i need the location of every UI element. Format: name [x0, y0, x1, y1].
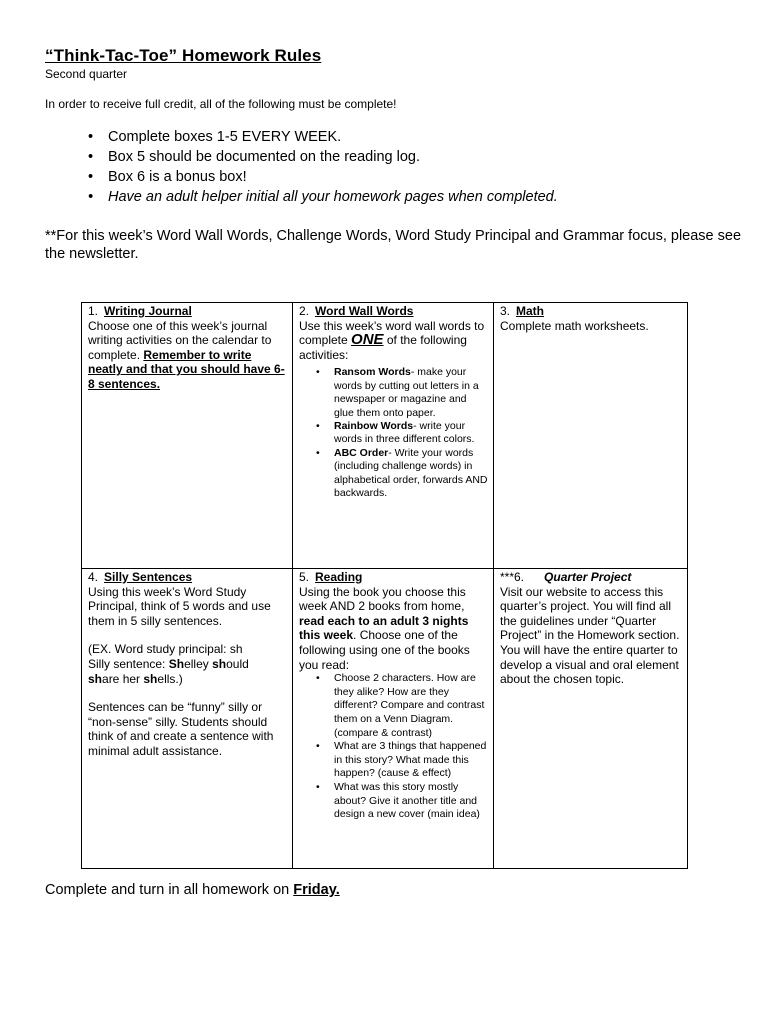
subtitle: Second quarter: [45, 67, 128, 81]
box-label: Reading: [315, 570, 363, 584]
question-list: [299, 672, 488, 822]
box-label: Word Wall Words: [315, 304, 414, 318]
activity-list: [299, 366, 488, 500]
activity-item: [299, 447, 488, 501]
question-item: • What are 3 things that happened in this story? What made this happen? (cause & effect): [299, 740, 488, 781]
activity-desc: - write your words in three different colors.: [334, 420, 475, 446]
example-sentence: Silly sentence: Shelley should share her shells.): [88, 656, 249, 686]
activity-name: Rainbow Words: [334, 420, 414, 432]
box-2-word-wall-words: [293, 303, 494, 569]
box-4-silly-sentences: [82, 569, 293, 869]
activity-name: ABC Order: [334, 446, 389, 459]
box-number: 4.: [88, 570, 99, 584]
box-number: 1.: [88, 304, 99, 318]
activity-item: [299, 420, 488, 447]
box-6-quarter-project: [494, 569, 688, 869]
example-line: (EX. Word study principal: sh: [88, 642, 243, 657]
question-item: • What was this story mostly about? Give it another title and design a new cover (main idea): [299, 781, 488, 822]
box-text: Using the book you choose this week AND 2 books from home,: [299, 584, 466, 614]
page-title: “Think-Tac-Toe” Homework Rules: [45, 46, 322, 65]
box-text: Visit our website to access this quarter’s project. You will find all the guidelines under “Quarter Project” in the Homework section. You will have the entire quarter to develop a visual and oral element about the chosen topic.: [500, 584, 680, 687]
think-tac-toe-grid: [81, 302, 688, 869]
box-number: 5.: [299, 570, 310, 584]
rule-item: • Box 6 is a bonus box!: [88, 167, 558, 187]
box-label: Math: [516, 304, 545, 318]
footer-instruction: Complete and turn in all homework on Friday.: [45, 882, 340, 898]
activity-desc: - make your words by cutting out letters in a newspaper or magazine and glue them onto paper.: [334, 366, 479, 419]
box-5-reading: [293, 569, 494, 869]
rule-item: • Complete boxes 1-5 EVERY WEEK.: [88, 127, 558, 147]
box-label: Quarter Project: [544, 570, 632, 584]
box-text: Choose one of this week’s journal writing activities on the calendar to complete.: [88, 318, 272, 362]
box-emphasis: read each to an adult 3 nights this week: [299, 613, 469, 643]
box-1-writing-journal: [82, 303, 293, 569]
box-3-math: [494, 303, 688, 569]
box-text: Complete math worksheets.: [500, 318, 649, 333]
question-item: • Choose 2 characters. How are they alike? How are they different? Compare and contrast them on a Venn Diagram. (compare & contrast): [299, 672, 488, 740]
box-number: 3.: [500, 304, 511, 318]
box-text: . Choose one of the following using one of the books you read:: [299, 628, 470, 672]
activity-desc: - Write your words (including challenge words) in alphabetical order, forwards AND backwards.: [334, 446, 488, 500]
one-emphasis: ONE: [351, 331, 384, 349]
box-text: Use this week’s word wall words to complete: [299, 318, 485, 348]
box-emphasis: Remember to write neatly and that you should have 6-8 sentences.: [88, 347, 285, 391]
box-number: ***6.: [500, 570, 525, 584]
rule-item: • Box 5 should be documented on the reading log.: [88, 147, 558, 167]
rule-item: • Have an adult helper initial all your homework pages when completed.: [88, 187, 558, 207]
activity-name: Ransom Words: [334, 366, 411, 379]
due-day: Friday.: [293, 882, 340, 898]
box-text: of the following activities:: [299, 333, 467, 362]
rules-list: [88, 127, 558, 207]
box-text: Sentences can be “funny” silly or “non-sense” silly. Students should think of and create a sentence with minimal adult assistance.: [88, 700, 274, 758]
intro-text: In order to receive full credit, all of the following must be complete!: [45, 97, 397, 111]
box-number: 2.: [299, 304, 310, 318]
box-label: Writing Journal: [104, 304, 192, 318]
box-label: Silly Sentences: [104, 570, 193, 584]
activity-item: [299, 366, 488, 420]
box-text: Using this week’s Word Study Principal, think of 5 words and use them in 5 silly sentences.: [88, 584, 271, 628]
newsletter-note: **For this week’s Word Wall Words, Challenge Words, Word Study Principal and Grammar focus, please see the newsletter.: [45, 228, 742, 262]
